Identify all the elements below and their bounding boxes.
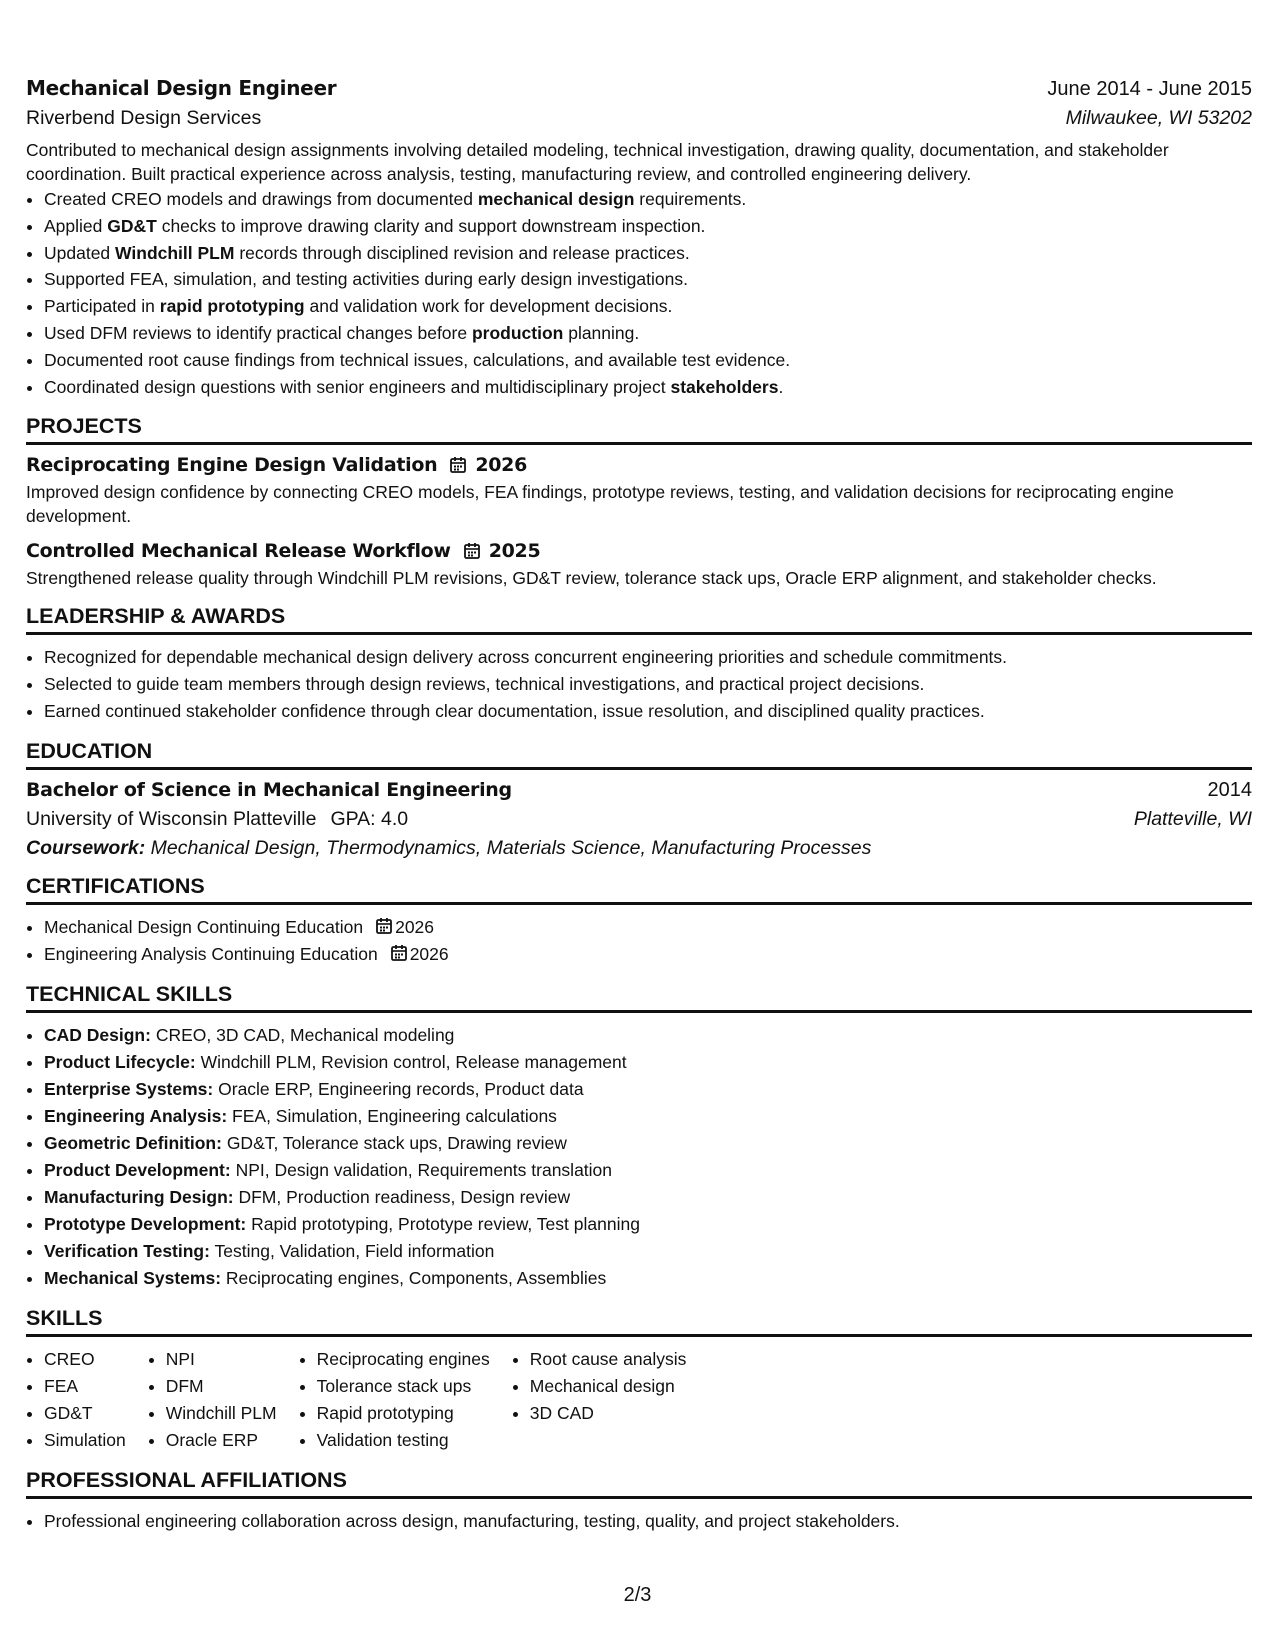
skills-column [299,1346,490,1454]
skill-category: Product Development: [44,1160,231,1181]
skill-item: • GD&T [44,1400,126,1427]
education-entry [26,779,1252,860]
coursework-label: Coursework: [26,837,146,860]
certifications-list [26,914,1252,968]
list-item: • Coordinated design questions with senior engineers and multidisciplinary project stakeholders. [44,374,1252,401]
job-summary: Contributed to mechanical design assignments involving detailed modeling, technical investigation, drawing quality, documentation, and stakeholder coordination. Built practical experience across analysis, testing, manufacturing review, and controlled engineering delivery. [26,140,1169,184]
list-item: • Verification Testing: Testing, Validation, Field information [44,1238,1252,1265]
job-dates: June 2014 - June 2015 [1047,78,1252,100]
list-item: • Geometric Definition: GD&T, Tolerance stack ups, Drawing review [44,1130,1252,1157]
project-title: Reciprocating Engine Design Validation [26,454,438,477]
list-item: • Engineering Analysis: FEA, Simulation, Engineering calculations [44,1103,1252,1130]
skill-item: • DFM [166,1373,277,1400]
skill-category: Product Lifecycle: [44,1052,196,1073]
skill-item: • Tolerance stack ups [317,1373,490,1400]
skill-item: • Root cause analysis [530,1346,687,1373]
gpa: GPA: 4.0 [330,808,409,831]
skill-category: Verification Testing: [44,1241,210,1262]
degree-title: Bachelor of Science in Mechanical Engineering [26,779,512,802]
list-item: • Enterprise Systems: Oracle ERP, Engineering records, Product data [44,1076,1252,1103]
skill-item: • Windchill PLM [166,1400,277,1427]
list-item [44,914,1252,941]
project-title: Controlled Mechanical Release Workflow [26,540,451,563]
experience-entry [26,76,1252,400]
section-heading-education: EDUCATION [26,739,1252,770]
technical-skills-list [26,1022,1252,1292]
list-item: • Supported FEA, simulation, and testing activities during early design investigations. [44,266,1252,293]
list-item: • Prototype Development: Rapid prototyping, Prototype review, Test planning [44,1211,1252,1238]
calendar-icon [463,542,481,560]
skill-item: • CREO [44,1346,126,1373]
section-heading-certifications: CERTIFICATIONS [26,874,1252,905]
skills-column [26,1346,126,1454]
list-item: • Updated Windchill PLM records through disciplined revision and release practices. [44,240,1252,267]
job-location: Milwaukee, WI 53202 [1065,107,1252,129]
affiliations-list [26,1508,1252,1535]
list-item: • Earned continued stakeholder confidence through clear documentation, issue resolution, and disciplined quality practices. [44,698,1252,725]
graduation-year: 2014 [1207,779,1252,802]
project-description: Strengthened release quality through Windchill PLM revisions, GD&T review, tolerance stack ups, Oracle ERP alignment, and stakeholder checks. [26,568,1157,589]
list-item: • Applied GD&T checks to improve drawing clarity and support downstream inspection. [44,213,1252,240]
skill-category: Manufacturing Design: [44,1187,234,1208]
coursework [26,837,1252,860]
list-item: • Recognized for dependable mechanical design delivery across concurrent engineering priorities and schedule commitments. [44,644,1252,671]
skill-category: Mechanical Systems: [44,1268,222,1289]
skill-item: • Rapid prototyping [317,1400,490,1427]
list-item [44,941,1252,968]
project-entry [26,540,1252,590]
list-item: • Used DFM reviews to identify practical changes before production planning. [44,320,1252,347]
list-item: • Manufacturing Design: DFM, Production readiness, Design review [44,1184,1252,1211]
skill-category: Engineering Analysis: [44,1106,228,1127]
skill-category: Enterprise Systems: [44,1079,214,1100]
list-item: • CAD Design: CREO, 3D CAD, Mechanical modeling [44,1022,1252,1049]
experience-bullets [26,186,1252,400]
coursework-list: Mechanical Design, Thermodynamics, Materials Science, Manufacturing Processes [150,837,872,860]
project-year: 2025 [488,540,541,563]
calendar-icon [390,944,408,962]
skill-item: • Oracle ERP [166,1427,277,1454]
skill-item: • Simulation [44,1427,126,1454]
section-heading-technical-skills: TECHNICAL SKILLS [26,982,1252,1013]
skill-item: • FEA [44,1373,126,1400]
list-item: • Product Development: NPI, Design validation, Requirements translation [44,1157,1252,1184]
project-year: 2026 [475,454,528,477]
skill-item: • Validation testing [317,1427,490,1454]
project-entry [26,454,1252,528]
page-number: 2/3 [623,1584,652,1606]
school-name: University of Wisconsin Platteville [26,808,317,831]
section-heading-skills: SKILLS [26,1306,1252,1337]
skill-item: • Mechanical design [530,1373,687,1400]
calendar-icon [449,456,467,474]
project-description: Improved design confidence by connecting CREO models, FEA findings, prototype reviews, testing, and validation decisions for reciprocating engine development. [26,482,1174,527]
job-title: Mechanical Design Engineer [26,76,337,100]
calendar-icon [375,917,393,935]
leadership-list [26,644,1252,725]
certification-name: Mechanical Design Continuing Education [44,917,364,938]
skill-category: Prototype Development: [44,1214,247,1235]
list-item: • Documented root cause findings from technical issues, calculations, and available test evidence. [44,347,1252,374]
list-item: • Participated in rapid prototyping and validation work for development decisions. [44,293,1252,320]
certification-name: Engineering Analysis Continuing Education [44,944,378,965]
certification-year: 2026 [409,944,449,965]
skill-category: Geometric Definition: [44,1133,222,1154]
skill-category: CAD Design: [44,1025,151,1046]
skill-item: • 3D CAD [530,1400,687,1427]
company-name: Riverbend Design Services [26,107,262,129]
section-heading-affiliations: PROFESSIONAL AFFILIATIONS [26,1468,1252,1499]
list-item: • Professional engineering collaboration across design, manufacturing, testing, quality, and project stakeholders. [44,1508,1252,1535]
list-item: • Selected to guide team members through design reviews, technical investigations, and practical project decisions. [44,671,1252,698]
skills-columns [26,1346,1252,1454]
section-heading-projects: PROJECTS [26,414,1252,445]
school-location: Platteville, WI [1133,808,1252,831]
skill-item: • Reciprocating engines [317,1346,490,1373]
resume-content [26,76,1252,1535]
skills-column [512,1346,687,1454]
list-item: • Product Lifecycle: Windchill PLM, Revision control, Release management [44,1049,1252,1076]
section-heading-leadership: LEADERSHIP & AWARDS [26,604,1252,635]
certification-year: 2026 [395,917,435,938]
skills-column [148,1346,277,1454]
list-item: • Created CREO models and drawings from documented mechanical design requirements. [44,186,1252,213]
skill-item: • NPI [166,1346,277,1373]
list-item: • Mechanical Systems: Reciprocating engines, Components, Assemblies [44,1265,1252,1292]
